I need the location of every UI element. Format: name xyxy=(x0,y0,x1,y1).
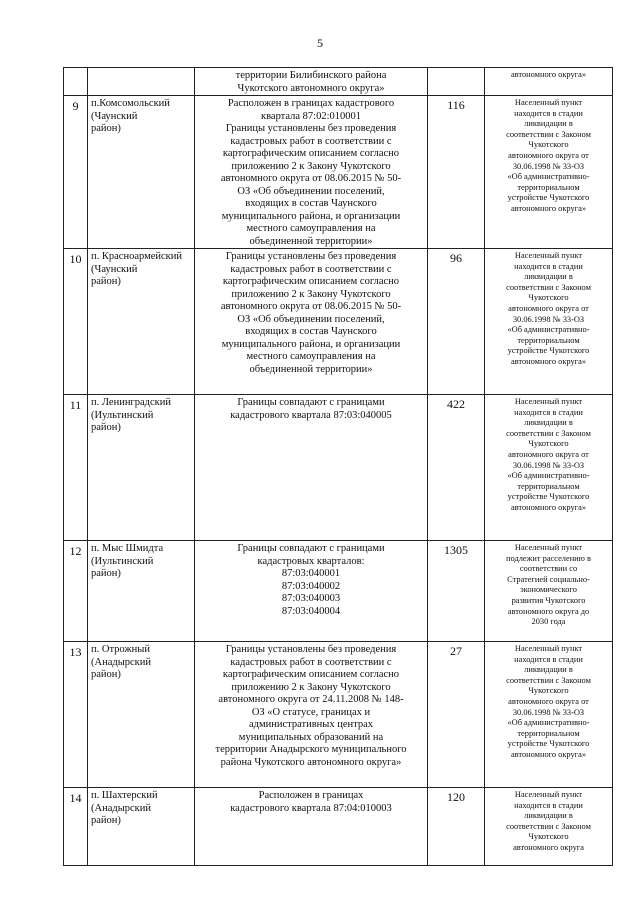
status-line: автономного округа от xyxy=(508,303,589,313)
description-line: приложению 2 к Закону Чукотского xyxy=(231,288,391,300)
cell-name xyxy=(88,395,195,541)
status-line: находится в стадии xyxy=(514,800,583,810)
status-line: автономного округа» xyxy=(510,749,587,759)
description-line: муниципальных образований на xyxy=(238,731,384,743)
status-line: соответствии с Законом xyxy=(506,282,591,292)
status-line: ликвидации в xyxy=(524,665,573,675)
cell-area xyxy=(428,395,485,541)
status-line: соответствии с Законом xyxy=(506,129,591,139)
status-line: территориальном xyxy=(517,335,580,345)
status-line: автономного округа от xyxy=(508,449,589,459)
description-line: кадастрового квартала 87:04:010003 xyxy=(230,802,392,814)
description-line: муниципального района, и организации xyxy=(221,338,401,350)
cell-status xyxy=(485,96,613,249)
cell-status xyxy=(485,68,613,96)
row-number: 13 xyxy=(69,645,82,659)
status-line: ликвидации в xyxy=(524,272,573,282)
status-line: подлежит расселению в xyxy=(506,553,591,563)
description-line: 87:03:040003 xyxy=(281,593,341,604)
settlement-name-line: (Иультинский xyxy=(91,555,154,567)
description-line: района Чукотского автономного округа» xyxy=(220,756,402,768)
status-line: Чукотского xyxy=(528,832,569,842)
description-line: приложению 2 к Закону Чукотского xyxy=(231,681,391,693)
description-line: автономного округа от 24.11.2008 № 148- xyxy=(218,694,404,705)
row-number: 11 xyxy=(69,398,82,412)
cell-name xyxy=(88,68,195,96)
status-line: Населенный пункт xyxy=(514,397,583,406)
table-row xyxy=(64,642,613,788)
description-line: объединенной территории» xyxy=(249,235,373,247)
description-line: кадастрового квартала 87:03:040005 xyxy=(230,409,392,421)
status-line: автономного округа» xyxy=(510,70,587,79)
status-line: территориальном xyxy=(517,182,580,192)
area-value: 422 xyxy=(447,397,465,411)
status-line: Чукотского xyxy=(528,439,569,449)
cell-name xyxy=(88,788,195,866)
description-line: приложению 2 к Закону Чукотского xyxy=(231,160,391,172)
status-line: Населенный пункт xyxy=(514,644,583,653)
status-line: Чукотского xyxy=(528,293,569,303)
cell-description xyxy=(195,395,428,541)
status-line: автономного округа» xyxy=(510,203,587,213)
description-line: 87:03:040002 xyxy=(281,580,341,592)
cell-description xyxy=(195,788,428,866)
settlement-name-line: п. Отрожный xyxy=(91,644,150,655)
cell-description xyxy=(195,96,428,249)
cell-description xyxy=(195,249,428,395)
cell-area xyxy=(428,96,485,249)
status-line: соответствии с Законом xyxy=(506,675,591,685)
settlement-name-line: район) xyxy=(91,568,121,579)
cell-num xyxy=(64,68,88,96)
settlement-name-line: (Чаунский xyxy=(91,263,138,275)
description-line: входящих в состав Чаунского xyxy=(245,198,377,209)
status-line: автономного округа» xyxy=(510,356,587,366)
description-line: картографическим описанием согласно xyxy=(222,276,400,287)
description-line: территории Анадырского муниципального xyxy=(215,744,407,755)
status-line: Населенный пункт xyxy=(514,251,583,260)
description-line: объединенной территории» xyxy=(249,363,373,375)
settlement-name-line: (Иультинский xyxy=(91,409,154,421)
page-number: 5 xyxy=(317,36,323,50)
status-line: находится в стадии xyxy=(514,407,583,417)
status-line: «Об административно- xyxy=(507,471,590,481)
description-line: Границы установлены без проведения xyxy=(225,123,397,134)
status-line: 2030 года xyxy=(531,617,566,627)
status-line: Чукотского xyxy=(528,686,569,696)
status-line: автономного округа до xyxy=(507,606,590,616)
status-line: автономного округа от xyxy=(508,150,589,160)
status-line: устройстве Чукотского xyxy=(507,193,590,203)
settlement-name-line: район) xyxy=(91,815,121,826)
cell-name xyxy=(88,96,195,249)
cell-num xyxy=(64,642,88,788)
row-number: 14 xyxy=(69,791,82,805)
status-line: территориальном xyxy=(517,728,580,738)
cell-status xyxy=(485,249,613,395)
status-line: находится в стадии xyxy=(514,108,583,118)
description-line: территории Билибинского района xyxy=(235,70,387,81)
area-value: 27 xyxy=(450,644,462,658)
status-line: Населенный пункт xyxy=(514,98,583,107)
description-line: местного самоуправления на xyxy=(246,223,376,234)
table-row xyxy=(64,96,613,249)
cell-area xyxy=(428,249,485,395)
description-line: Чукотского автономного округа» xyxy=(237,82,385,94)
settlement-name-line: п.Комсомольский xyxy=(91,98,170,109)
description-line: Границы установлены без проведения xyxy=(225,644,397,655)
cell-status xyxy=(485,642,613,788)
status-line: 30.06.1998 № 33-ОЗ xyxy=(512,161,585,171)
status-line: 30.06.1998 № 33-ОЗ xyxy=(512,707,585,717)
status-line: Населенный пункт xyxy=(514,790,583,799)
table-row xyxy=(64,395,613,541)
status-line: находится в стадии xyxy=(514,261,583,271)
status-line: ликвидации в xyxy=(524,418,573,428)
settlement-name-line: район) xyxy=(91,123,121,134)
settlement-name-line: п. Мыс Шмидта xyxy=(91,543,164,554)
cell-area xyxy=(428,788,485,866)
description-line: кадастровых кварталов: xyxy=(257,555,365,567)
description-line: Границы установлены без проведения xyxy=(225,251,397,262)
status-line: Чукотского xyxy=(528,140,569,150)
settlement-name-line: (Чаунский xyxy=(91,110,138,122)
description-line: ОЗ «Об объединении поселений, xyxy=(237,313,385,325)
description-line: входящих в состав Чаунского xyxy=(245,326,377,337)
description-line: местного самоуправления на xyxy=(246,351,376,362)
status-line: автономного округа» xyxy=(510,502,587,512)
cell-area xyxy=(428,642,485,788)
cell-num xyxy=(64,541,88,642)
cell-name xyxy=(88,249,195,395)
description-line: Границы совпадают с границами xyxy=(237,543,385,554)
row-number: 9 xyxy=(72,99,79,113)
status-line: 30.06.1998 № 33-ОЗ xyxy=(512,314,585,324)
cell-num xyxy=(64,788,88,866)
status-line: экономического xyxy=(520,585,577,595)
cell-status xyxy=(485,541,613,642)
table-row xyxy=(64,249,613,395)
status-line: автономного округа от xyxy=(508,696,589,706)
cell-description xyxy=(195,541,428,642)
description-line: автономного округа от 08.06.2015 № 50- xyxy=(220,301,402,312)
status-line: соответствии с Законом xyxy=(506,821,591,831)
status-line: ликвидации в xyxy=(524,119,573,129)
status-line: «Об административно- xyxy=(507,718,590,728)
area-value: 1305 xyxy=(444,543,468,557)
cell-status xyxy=(485,788,613,866)
description-line: Расположен в границах xyxy=(258,790,364,801)
status-line: устройстве Чукотского xyxy=(507,346,590,356)
status-line: Стратегией социально- xyxy=(507,574,590,584)
settlement-name-line: район) xyxy=(91,422,121,433)
status-line: устройстве Чукотского xyxy=(507,739,590,749)
settlement-name-line: (Анадырский xyxy=(91,656,152,668)
description-line: Границы совпадают с границами xyxy=(237,397,385,408)
settlement-name-line: п. Красноармейский xyxy=(91,251,182,262)
status-line: соответствии со xyxy=(519,564,578,574)
cell-num xyxy=(64,96,88,249)
settlements-table-body xyxy=(64,68,613,866)
description-line: Расположен в границах кадастрового xyxy=(227,98,395,109)
status-line: Населенный пункт xyxy=(514,543,583,552)
cell-num xyxy=(64,249,88,395)
cell-area xyxy=(428,541,485,642)
area-value: 116 xyxy=(447,98,465,112)
table-row xyxy=(64,788,613,866)
status-line: соответствии с Законом xyxy=(506,428,591,438)
description-line: ОЗ «О статусе, границах и xyxy=(251,706,371,718)
cell-description xyxy=(195,642,428,788)
settlement-name-line: (Анадырский xyxy=(91,802,152,814)
description-line: муниципального района, и организации xyxy=(221,210,401,222)
description-line: 87:03:040001 xyxy=(281,568,341,579)
status-line: ликвидации в xyxy=(524,811,573,821)
cell-name xyxy=(88,541,195,642)
cell-name xyxy=(88,642,195,788)
settlement-name-line: п. Шахтерский xyxy=(91,790,158,801)
description-line: ОЗ «Об объединении поселений, xyxy=(237,185,385,197)
description-line: автономного округа от 08.06.2015 № 50- xyxy=(220,173,402,184)
settlements-table xyxy=(63,67,613,866)
status-line: находится в стадии xyxy=(514,654,583,664)
settlement-name-line: район) xyxy=(91,276,121,287)
description-line: кадастровых работ в соответствии с xyxy=(230,656,392,668)
area-value: 120 xyxy=(447,790,465,804)
description-line: квартала 87:02:010001 xyxy=(260,110,362,122)
description-line: административных центрах xyxy=(248,719,373,730)
table-row-continued xyxy=(64,68,613,96)
status-line: автономного округа xyxy=(513,842,584,852)
status-line: территориальном xyxy=(517,481,580,491)
status-line: развития Чукотского xyxy=(511,595,586,605)
description-line: кадастровых работ в соответствии с xyxy=(230,263,392,275)
cell-area xyxy=(428,68,485,96)
description-line: 87:03:040004 xyxy=(281,605,341,617)
row-number: 12 xyxy=(69,544,82,558)
row-number: 10 xyxy=(69,252,82,266)
cell-status xyxy=(485,395,613,541)
status-line: «Об административно- xyxy=(507,325,590,335)
status-line: устройстве Чукотского xyxy=(507,492,590,502)
settlement-name-line: п. Ленинградский xyxy=(91,397,171,408)
settlement-name-line: район) xyxy=(91,669,121,680)
table-row xyxy=(64,541,613,642)
description-line: кадастровых работ в соответствии с xyxy=(230,135,392,147)
cell-description xyxy=(195,68,428,96)
status-line: «Об административно- xyxy=(507,172,590,182)
description-line: картографическим описанием согласно xyxy=(222,669,400,680)
cell-num xyxy=(64,395,88,541)
description-line: картографическим описанием согласно xyxy=(222,148,400,159)
area-value: 96 xyxy=(450,251,462,265)
status-line: 30.06.1998 № 33-ОЗ xyxy=(512,460,585,470)
